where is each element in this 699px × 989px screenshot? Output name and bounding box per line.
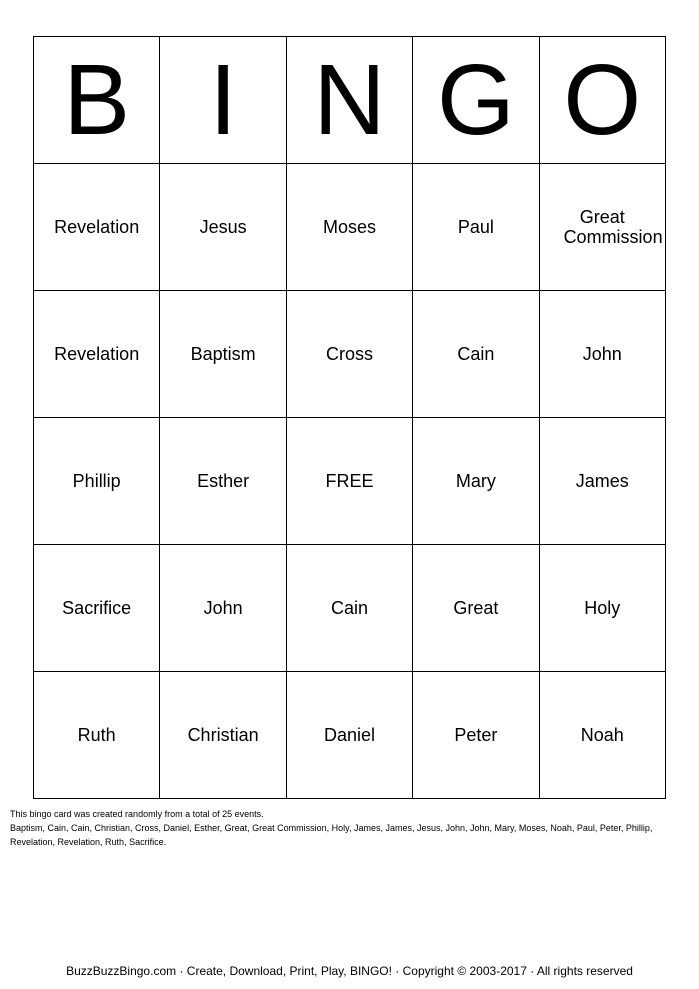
event-note: [10, 807, 692, 849]
header-letter-g: G: [413, 37, 539, 164]
footer-copyright: BuzzBuzzBingo.com · Create, Download, Print, Play, BINGO! · Copyright © 2003-2017 · All rights reserved: [66, 964, 633, 978]
event-list-text: Baptism, Cain, Cain, Christian, Cross, Daniel, Esther, Great, Great Commission, Holy, James, James, Jesus, John, John, Mary, Moses, Noah, Paul, Peter, Phillip, Revelation, Revelation, Ruth, Sacrifice.: [10, 823, 653, 847]
card-cell: Christian: [160, 672, 286, 799]
card-cell: Noah: [539, 672, 665, 799]
card-cell: Baptism: [160, 291, 286, 418]
card-cell: Jesus: [160, 164, 286, 291]
card-row: [34, 164, 666, 291]
card-cell: Moses: [286, 164, 412, 291]
card-cell: Cross: [286, 291, 412, 418]
card-cell: Mary: [413, 418, 539, 545]
event-count-text: This bingo card was created randomly from a total of 25 events.: [10, 809, 264, 819]
card-cell: Great: [413, 545, 539, 672]
card-row: [34, 545, 666, 672]
card-cell: Holy: [539, 545, 665, 672]
card-cell: John: [160, 545, 286, 672]
card-cell: Great Commission: [539, 164, 665, 291]
header-letter-i: I: [160, 37, 286, 164]
card-row: [34, 418, 666, 545]
card-cell: James: [539, 418, 665, 545]
card-cell: Daniel: [286, 672, 412, 799]
card-cell: Revelation: [34, 164, 160, 291]
card-row: [34, 672, 666, 799]
free-space-cell: FREE: [286, 418, 412, 545]
card-cell: Paul: [413, 164, 539, 291]
card-cell: Peter: [413, 672, 539, 799]
card-cell: John: [539, 291, 665, 418]
card-cell: Ruth: [34, 672, 160, 799]
card-cell: Phillip: [34, 418, 160, 545]
header-letter-n: N: [286, 37, 412, 164]
card-cell: Cain: [413, 291, 539, 418]
card-cell: Revelation: [34, 291, 160, 418]
header-row: [34, 37, 666, 164]
card-cell: Esther: [160, 418, 286, 545]
card-cell: Cain: [286, 545, 412, 672]
header-letter-o: O: [539, 37, 665, 164]
header-letter-b: B: [34, 37, 160, 164]
bingo-card: [33, 36, 666, 799]
card-cell: Sacrifice: [34, 545, 160, 672]
card-row: [34, 291, 666, 418]
